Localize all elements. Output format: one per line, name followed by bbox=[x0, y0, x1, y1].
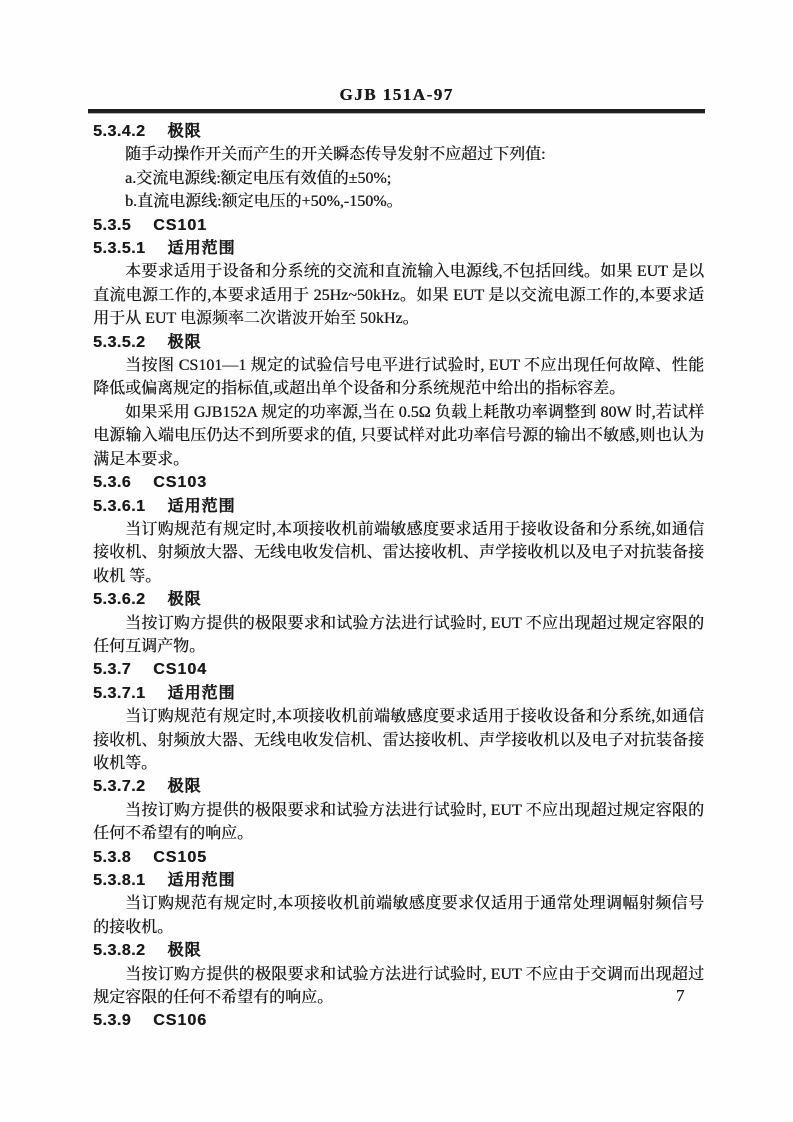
section-title: 适用范围 bbox=[167, 497, 236, 515]
section-title: 极限 bbox=[167, 123, 202, 140]
section-heading bbox=[93, 658, 704, 681]
section-title: 极限 bbox=[167, 778, 202, 796]
section-heading bbox=[93, 1009, 704, 1032]
paragraph: 当订购规范有规定时,本项接收机前端敏感度要求仅适用于通常处理调幅射频信号的接收机。 bbox=[93, 895, 704, 936]
section-title: CS103 bbox=[153, 474, 208, 492]
section-heading bbox=[93, 588, 704, 611]
section-title: 极限 bbox=[167, 333, 202, 351]
section-heading bbox=[93, 331, 704, 354]
section-number: 5.3.5 bbox=[93, 216, 132, 234]
section-title: 适用范围 bbox=[167, 684, 236, 702]
section-number: 5.3.7.1 bbox=[93, 684, 146, 702]
section-heading bbox=[93, 939, 704, 962]
paragraph: 如果采用 GJB152A 规定的功率源,当在 0.5Ω 负载上耗散功率调整到 80W 时,若试样电源输入端电压仍达不到所要求的值, 只要试样对此功率信号源的输出不敏感,则也认为满足本要求。 bbox=[93, 403, 704, 468]
paragraph: 当按订购方提供的极限要求和试验方法进行试验时, EUT 不应由于交调而出现超过规定容限的任何不希望有的响应。 bbox=[93, 965, 704, 1007]
standard-number-header: GJB 151A-97 bbox=[339, 85, 454, 104]
section-heading bbox=[93, 495, 704, 518]
section-title: CS101 bbox=[153, 216, 208, 234]
section-number: 5.3.8 bbox=[93, 848, 132, 866]
section-title: 极限 bbox=[167, 591, 202, 609]
section-heading bbox=[93, 869, 704, 892]
header-rule bbox=[88, 109, 705, 113]
section-number: 5.3.7 bbox=[93, 661, 132, 679]
page-number: 7 bbox=[676, 986, 685, 1005]
section-heading bbox=[93, 120, 704, 143]
section-title: 适用范围 bbox=[167, 240, 236, 258]
section-heading bbox=[93, 775, 704, 798]
section-number: 5.3.8.2 bbox=[93, 942, 146, 960]
section-number: 5.3.6.2 bbox=[93, 591, 146, 609]
paragraph: 当按订购方提供的极限要求和试验方法进行试验时, EUT 不应出现超过规定容限的任何互调产物。 bbox=[93, 614, 704, 655]
section-heading bbox=[93, 846, 704, 869]
paragraph: 当按图 CS101—1 规定的试验信号电平进行试验时, EUT 不应出现任何故障、性能降低或偏离规定的指标值,或超出单个设备和分系统规范中给出的指标容差。 bbox=[93, 357, 704, 398]
section-title: CS106 bbox=[153, 1012, 208, 1030]
section-heading bbox=[93, 237, 704, 260]
section-number: 5.3.6 bbox=[93, 474, 132, 492]
list-item: b.直流电源线:额定电压的+50%,-150%。 bbox=[125, 193, 403, 211]
section-title: CS104 bbox=[153, 661, 208, 679]
section-number: 5.3.6.1 bbox=[93, 497, 146, 515]
section-title: 适用范围 bbox=[167, 872, 236, 889]
list-item: a.交流电源线:额定电压有效值的±50%; bbox=[125, 169, 392, 187]
section-heading bbox=[93, 682, 704, 705]
section-number: 5.3.7.2 bbox=[93, 778, 146, 796]
paragraph: 当订购规范有规定时,本项接收机前端敏感度要求适用于接收设备和分系统,如通信接收机、射频放大器、无线电收发信机、雷达接收机、声学接收机以及电子对抗装备接收机等。 bbox=[93, 708, 704, 772]
section-title: CS105 bbox=[153, 848, 208, 866]
paragraph: 当按订购方提供的极限要求和试验方法进行试验时, EUT 不应出现超过规定容限的任何不希望有的响应。 bbox=[93, 801, 704, 843]
document-body bbox=[93, 120, 704, 1033]
section-number: 5.3.9 bbox=[93, 1012, 132, 1030]
section-number: 5.3.8.1 bbox=[93, 872, 146, 889]
section-number: 5.3.4.2 bbox=[93, 123, 146, 140]
paragraph: 随手动操作开关而产生的开关瞬态传导发射不应超过下列值: bbox=[125, 146, 546, 164]
section-number: 5.3.5.1 bbox=[93, 240, 146, 258]
section-heading bbox=[93, 471, 704, 494]
section-heading bbox=[93, 214, 704, 237]
paragraph: 本要求适用于设备和分系统的交流和直流输入电源线,不包括回线。如果 EUT 是以直流电源工作的,本要求适用于 25Hz~50kHz。如果 EUT 是以交流电源工作的,本要求适用于从 EUT 电源频率二次谐波开始至 50kHz。 bbox=[93, 263, 704, 328]
section-number: 5.3.5.2 bbox=[93, 333, 146, 351]
paragraph: 当订购规范有规定时,本项接收机前端敏感度要求适用于接收设备和分系统,如通信接收机、射频放大器、无线电收发信机、雷达接收机、声学接收机以及电子对抗装备接收机 等。 bbox=[93, 520, 704, 585]
section-title: 极限 bbox=[167, 942, 202, 960]
